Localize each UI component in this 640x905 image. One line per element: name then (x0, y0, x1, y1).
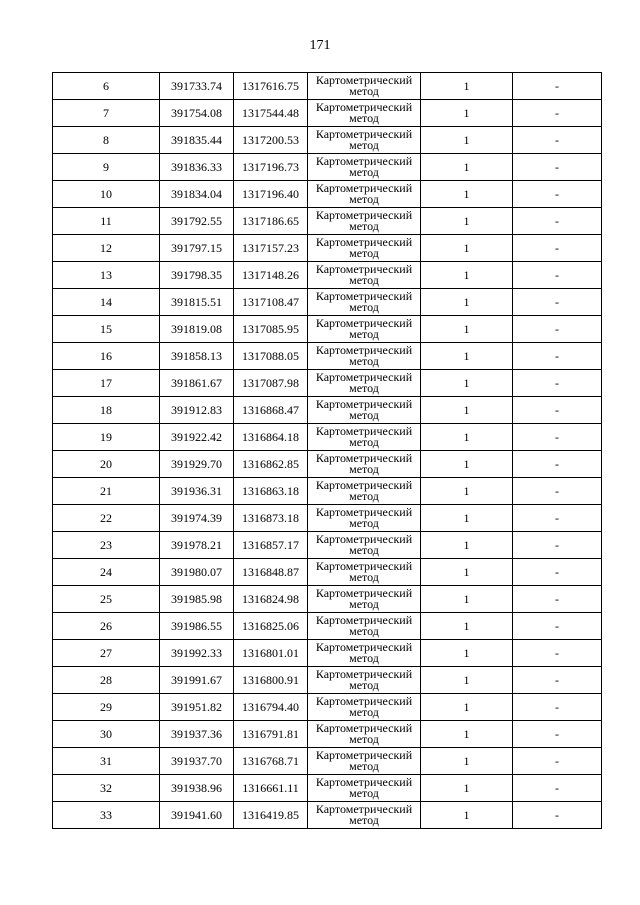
method-label-line1: Картометрический (315, 100, 413, 114)
accuracy-cell: 1 (421, 478, 513, 505)
x-coordinate-cell: 391815.51 (160, 289, 234, 316)
method-label-line2: метод (349, 165, 379, 179)
y-coordinate-cell: 1316801.01 (234, 640, 308, 667)
x-coordinate-cell: 391922.42 (160, 424, 234, 451)
description-cell: - (513, 640, 602, 667)
method-label-line1: Картометрический (315, 532, 413, 546)
method-cell (308, 100, 421, 127)
table-row (53, 370, 602, 397)
y-coordinate-cell: 1316848.87 (234, 559, 308, 586)
accuracy-cell: 1 (421, 127, 513, 154)
method-label-line2: метод (349, 759, 379, 773)
point-number-cell: 12 (53, 235, 160, 262)
accuracy-cell: 1 (421, 748, 513, 775)
method-cell (308, 127, 421, 154)
point-number-cell: 22 (53, 505, 160, 532)
description-cell: - (513, 748, 602, 775)
description-cell: - (513, 478, 602, 505)
point-number-cell: 28 (53, 667, 160, 694)
y-coordinate-cell: 1317087.98 (234, 370, 308, 397)
x-coordinate-cell: 391937.70 (160, 748, 234, 775)
description-cell: - (513, 208, 602, 235)
accuracy-cell: 1 (421, 586, 513, 613)
method-label-line2: метод (349, 246, 379, 260)
description-cell: - (513, 100, 602, 127)
method-label-line1: Картометрический (315, 586, 413, 600)
y-coordinate-cell: 1316868.47 (234, 397, 308, 424)
x-coordinate-cell: 391858.13 (160, 343, 234, 370)
method-label-line1: Картометрический (315, 775, 413, 789)
y-coordinate-cell: 1316791.81 (234, 721, 308, 748)
accuracy-cell: 1 (421, 154, 513, 181)
point-number-cell: 13 (53, 262, 160, 289)
table-row (53, 208, 602, 235)
method-cell (308, 559, 421, 586)
method-cell (308, 532, 421, 559)
description-cell: - (513, 586, 602, 613)
method-cell (308, 397, 421, 424)
method-label-line2: метод (349, 678, 379, 692)
point-number-cell: 6 (53, 73, 160, 100)
table-row (53, 181, 602, 208)
y-coordinate-cell: 1316419.85 (234, 802, 308, 829)
x-coordinate-cell: 391978.21 (160, 532, 234, 559)
method-label-line2: метод (349, 408, 379, 422)
accuracy-cell: 1 (421, 343, 513, 370)
point-number-cell: 33 (53, 802, 160, 829)
description-cell: - (513, 316, 602, 343)
description-cell: - (513, 802, 602, 829)
description-cell: - (513, 127, 602, 154)
y-coordinate-cell: 1316794.40 (234, 694, 308, 721)
method-cell (308, 613, 421, 640)
table-row (53, 478, 602, 505)
y-coordinate-cell: 1317157.23 (234, 235, 308, 262)
description-cell: - (513, 154, 602, 181)
accuracy-cell: 1 (421, 289, 513, 316)
x-coordinate-cell: 391929.70 (160, 451, 234, 478)
method-cell (308, 667, 421, 694)
x-coordinate-cell: 391819.08 (160, 316, 234, 343)
accuracy-cell: 1 (421, 100, 513, 127)
x-coordinate-cell: 391836.33 (160, 154, 234, 181)
point-number-cell: 17 (53, 370, 160, 397)
table-row (53, 586, 602, 613)
accuracy-cell: 1 (421, 397, 513, 424)
method-cell (308, 73, 421, 100)
point-number-cell: 27 (53, 640, 160, 667)
method-label-line2: метод (349, 219, 379, 233)
point-number-cell: 20 (53, 451, 160, 478)
description-cell: - (513, 613, 602, 640)
accuracy-cell: 1 (421, 73, 513, 100)
x-coordinate-cell: 391835.44 (160, 127, 234, 154)
point-number-cell: 10 (53, 181, 160, 208)
table-row (53, 127, 602, 154)
coordinates-table (52, 72, 602, 829)
method-cell (308, 424, 421, 451)
method-label-line1: Картометрический (315, 397, 413, 411)
accuracy-cell: 1 (421, 775, 513, 802)
method-label-line2: метод (349, 192, 379, 206)
description-cell: - (513, 721, 602, 748)
page-number: 171 (309, 38, 331, 53)
accuracy-cell: 1 (421, 235, 513, 262)
x-coordinate-cell: 391986.55 (160, 613, 234, 640)
table-row (53, 316, 602, 343)
y-coordinate-cell: 1316864.18 (234, 424, 308, 451)
method-cell (308, 316, 421, 343)
method-cell (308, 343, 421, 370)
x-coordinate-cell: 391991.67 (160, 667, 234, 694)
method-label-line2: метод (349, 138, 379, 152)
method-label-line1: Картометрический (315, 154, 413, 168)
y-coordinate-cell: 1317616.75 (234, 73, 308, 100)
table-row (53, 667, 602, 694)
method-cell (308, 586, 421, 613)
accuracy-cell: 1 (421, 424, 513, 451)
point-number-cell: 21 (53, 478, 160, 505)
x-coordinate-cell: 391834.04 (160, 181, 234, 208)
method-label-line1: Картометрический (315, 262, 413, 276)
table-row (53, 802, 602, 829)
method-label-line2: метод (349, 489, 379, 503)
method-label-line2: метод (349, 354, 379, 368)
description-cell: - (513, 73, 602, 100)
point-number-cell: 7 (53, 100, 160, 127)
table-row (53, 100, 602, 127)
method-label-line2: метод (349, 813, 379, 827)
method-label-line2: метод (349, 462, 379, 476)
y-coordinate-cell: 1317196.73 (234, 154, 308, 181)
method-cell (308, 208, 421, 235)
method-label-line1: Картометрический (315, 802, 413, 816)
accuracy-cell: 1 (421, 559, 513, 586)
method-label-line2: метод (349, 516, 379, 530)
method-cell (308, 154, 421, 181)
y-coordinate-cell: 1317148.26 (234, 262, 308, 289)
method-label-line2: метод (349, 651, 379, 665)
method-cell (308, 775, 421, 802)
y-coordinate-cell: 1316857.17 (234, 532, 308, 559)
method-label-line1: Картометрический (315, 721, 413, 735)
accuracy-cell: 1 (421, 613, 513, 640)
accuracy-cell: 1 (421, 451, 513, 478)
y-coordinate-cell: 1317186.65 (234, 208, 308, 235)
y-coordinate-cell: 1316661.11 (234, 775, 308, 802)
method-cell (308, 370, 421, 397)
point-number-cell: 18 (53, 397, 160, 424)
x-coordinate-cell: 391951.82 (160, 694, 234, 721)
y-coordinate-cell: 1316825.06 (234, 613, 308, 640)
table-row (53, 73, 602, 100)
table-row (53, 343, 602, 370)
x-coordinate-cell: 391938.96 (160, 775, 234, 802)
method-label-line1: Картометрический (315, 694, 413, 708)
table-row (53, 289, 602, 316)
description-cell: - (513, 397, 602, 424)
table-row (53, 775, 602, 802)
accuracy-cell: 1 (421, 181, 513, 208)
method-label-line2: метод (349, 786, 379, 800)
table-row (53, 613, 602, 640)
description-cell: - (513, 694, 602, 721)
x-coordinate-cell: 391992.33 (160, 640, 234, 667)
method-label-line2: метод (349, 624, 379, 638)
method-cell (308, 289, 421, 316)
y-coordinate-cell: 1316862.85 (234, 451, 308, 478)
method-label-line1: Картометрический (315, 748, 413, 762)
description-cell: - (513, 289, 602, 316)
point-number-cell: 31 (53, 748, 160, 775)
description-cell: - (513, 559, 602, 586)
x-coordinate-cell: 391754.08 (160, 100, 234, 127)
x-coordinate-cell: 391980.07 (160, 559, 234, 586)
method-label-line2: метод (349, 381, 379, 395)
method-label-line1: Картометрический (315, 559, 413, 573)
method-label-line1: Картометрический (315, 127, 413, 141)
method-cell (308, 721, 421, 748)
method-label-line1: Картометрический (315, 370, 413, 384)
point-number-cell: 9 (53, 154, 160, 181)
y-coordinate-cell: 1317544.48 (234, 100, 308, 127)
x-coordinate-cell: 391861.67 (160, 370, 234, 397)
description-cell: - (513, 424, 602, 451)
point-number-cell: 26 (53, 613, 160, 640)
method-label-line1: Картометрический (315, 667, 413, 681)
method-label-line1: Картометрический (315, 640, 413, 654)
x-coordinate-cell: 391733.74 (160, 73, 234, 100)
method-label-line2: метод (349, 327, 379, 341)
table-row (53, 424, 602, 451)
table-row (53, 694, 602, 721)
table-row (53, 451, 602, 478)
point-number-cell: 23 (53, 532, 160, 559)
table-row (53, 640, 602, 667)
point-number-cell: 11 (53, 208, 160, 235)
point-number-cell: 8 (53, 127, 160, 154)
accuracy-cell: 1 (421, 721, 513, 748)
method-cell (308, 262, 421, 289)
point-number-cell: 29 (53, 694, 160, 721)
method-label-line1: Картометрический (315, 343, 413, 357)
coordinates-table-body (53, 73, 602, 829)
method-label-line1: Картометрический (315, 181, 413, 195)
table-row (53, 748, 602, 775)
description-cell: - (513, 667, 602, 694)
accuracy-cell: 1 (421, 802, 513, 829)
accuracy-cell: 1 (421, 505, 513, 532)
y-coordinate-cell: 1317196.40 (234, 181, 308, 208)
accuracy-cell: 1 (421, 640, 513, 667)
method-cell (308, 802, 421, 829)
accuracy-cell: 1 (421, 262, 513, 289)
x-coordinate-cell: 391985.98 (160, 586, 234, 613)
point-number-cell: 14 (53, 289, 160, 316)
method-label-line1: Картометрический (315, 235, 413, 249)
method-label-line2: метод (349, 300, 379, 314)
method-label-line2: метод (349, 111, 379, 125)
accuracy-cell: 1 (421, 208, 513, 235)
method-label-line2: метод (349, 435, 379, 449)
x-coordinate-cell: 391936.31 (160, 478, 234, 505)
x-coordinate-cell: 391912.83 (160, 397, 234, 424)
accuracy-cell: 1 (421, 370, 513, 397)
method-label-line1: Картометрический (315, 424, 413, 438)
point-number-cell: 15 (53, 316, 160, 343)
point-number-cell: 25 (53, 586, 160, 613)
table-row (53, 154, 602, 181)
method-cell (308, 505, 421, 532)
accuracy-cell: 1 (421, 694, 513, 721)
table-row (53, 559, 602, 586)
y-coordinate-cell: 1317085.95 (234, 316, 308, 343)
x-coordinate-cell: 391792.55 (160, 208, 234, 235)
method-label-line1: Картометрический (315, 505, 413, 519)
method-label-line1: Картометрический (315, 316, 413, 330)
method-label-line2: метод (349, 597, 379, 611)
description-cell: - (513, 532, 602, 559)
point-number-cell: 16 (53, 343, 160, 370)
method-cell (308, 640, 421, 667)
method-label-line1: Картометрический (315, 451, 413, 465)
x-coordinate-cell: 391941.60 (160, 802, 234, 829)
method-cell (308, 181, 421, 208)
point-number-cell: 19 (53, 424, 160, 451)
method-label-line1: Картометрический (315, 289, 413, 303)
method-label-line1: Картометрический (315, 208, 413, 222)
point-number-cell: 32 (53, 775, 160, 802)
method-label-line2: метод (349, 273, 379, 287)
method-label-line1: Картометрический (315, 478, 413, 492)
x-coordinate-cell: 391974.39 (160, 505, 234, 532)
point-number-cell: 24 (53, 559, 160, 586)
y-coordinate-cell: 1316800.91 (234, 667, 308, 694)
method-label-line2: метод (349, 84, 379, 98)
accuracy-cell: 1 (421, 316, 513, 343)
method-label-line1: Картометрический (315, 73, 413, 87)
y-coordinate-cell: 1316768.71 (234, 748, 308, 775)
method-label-line2: метод (349, 543, 379, 557)
method-label-line2: метод (349, 732, 379, 746)
method-label-line2: метод (349, 570, 379, 584)
point-number-cell: 30 (53, 721, 160, 748)
accuracy-cell: 1 (421, 667, 513, 694)
y-coordinate-cell: 1316873.18 (234, 505, 308, 532)
description-cell: - (513, 262, 602, 289)
method-cell (308, 235, 421, 262)
table-row (53, 721, 602, 748)
description-cell: - (513, 505, 602, 532)
method-label-line1: Картометрический (315, 613, 413, 627)
accuracy-cell: 1 (421, 532, 513, 559)
table-row (53, 262, 602, 289)
y-coordinate-cell: 1317200.53 (234, 127, 308, 154)
description-cell: - (513, 181, 602, 208)
description-cell: - (513, 370, 602, 397)
method-cell (308, 694, 421, 721)
x-coordinate-cell: 391797.15 (160, 235, 234, 262)
method-cell (308, 478, 421, 505)
method-label-line2: метод (349, 705, 379, 719)
x-coordinate-cell: 391798.35 (160, 262, 234, 289)
table-row (53, 505, 602, 532)
description-cell: - (513, 451, 602, 478)
table-row (53, 235, 602, 262)
y-coordinate-cell: 1317108.47 (234, 289, 308, 316)
y-coordinate-cell: 1317088.05 (234, 343, 308, 370)
description-cell: - (513, 235, 602, 262)
description-cell: - (513, 343, 602, 370)
y-coordinate-cell: 1316824.98 (234, 586, 308, 613)
method-cell (308, 451, 421, 478)
x-coordinate-cell: 391937.36 (160, 721, 234, 748)
y-coordinate-cell: 1316863.18 (234, 478, 308, 505)
description-cell: - (513, 775, 602, 802)
table-row (53, 532, 602, 559)
table-row (53, 397, 602, 424)
method-cell (308, 748, 421, 775)
